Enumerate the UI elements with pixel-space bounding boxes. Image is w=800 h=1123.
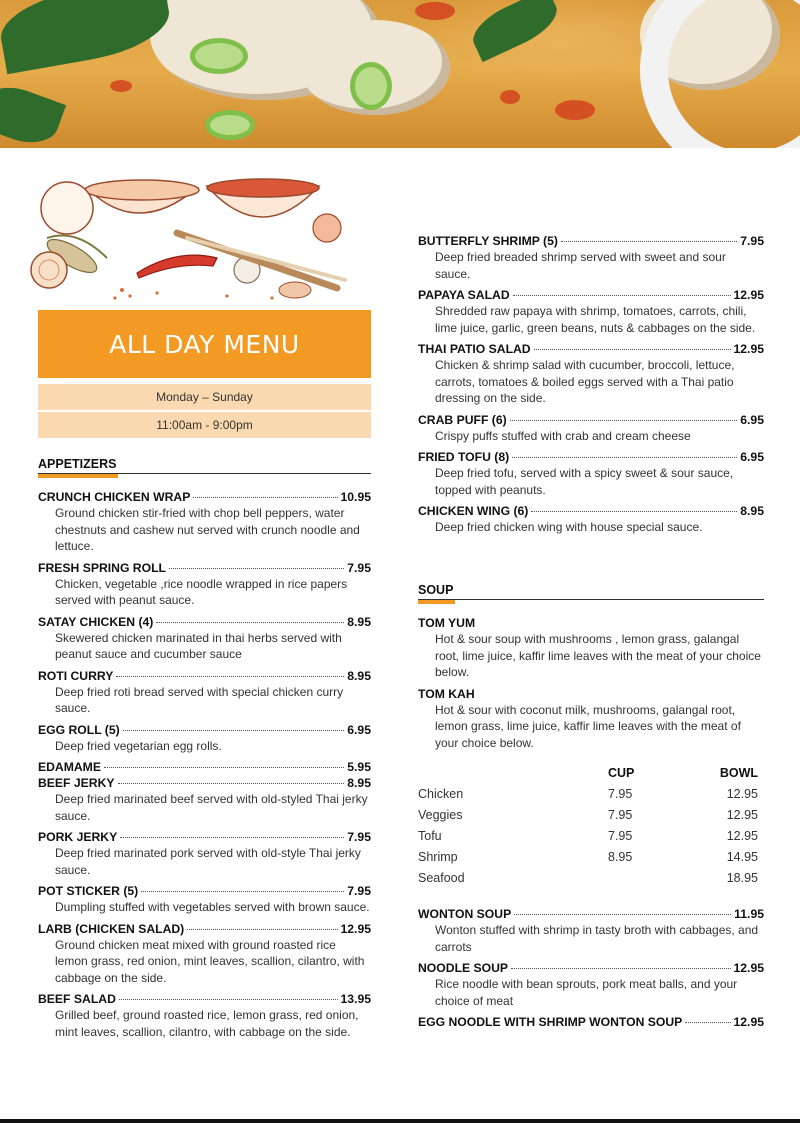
item-name: SATAY CHICKEN (4) <box>38 614 154 629</box>
dot-leader <box>193 497 337 498</box>
bowl-price-cell: 14.95 <box>726 849 758 864</box>
item-price: 7.95 <box>347 884 371 898</box>
list-item <box>418 615 764 681</box>
item-price: 6.95 <box>740 450 764 464</box>
item-description: Rice noodle with bean sprouts, pork meat balls, and your choice of meat <box>435 977 738 1008</box>
dot-leader <box>685 1022 730 1023</box>
soup-divider <box>418 599 764 600</box>
soup-tom-section <box>418 615 764 756</box>
meat-cell: Tofu <box>418 828 442 843</box>
dot-leader <box>116 676 344 677</box>
dot-leader <box>123 730 345 731</box>
list-item <box>38 759 371 775</box>
dot-leader <box>156 622 344 623</box>
item-price: 7.95 <box>347 560 371 575</box>
list-item <box>38 883 371 916</box>
table-row <box>418 846 764 867</box>
item-description: Wonton stuffed with shrimp in tasty broth with cabbages, and carrots <box>435 923 759 954</box>
list-item <box>418 1014 764 1030</box>
item-name: CHICKEN WING (6) <box>418 504 529 518</box>
cup-price-cell: 7.95 <box>608 828 633 843</box>
item-price: 12.95 <box>340 921 371 936</box>
item-name: BUTTERFLY SHRIMP (5) <box>418 234 558 248</box>
list-item <box>418 287 764 336</box>
list-item <box>418 341 764 407</box>
item-description: Dumpling stuffed with vegetables served with brown sauce. <box>55 900 370 914</box>
appetizers-list-right <box>418 233 764 541</box>
table-row <box>418 783 764 804</box>
item-price: 12.95 <box>733 961 764 975</box>
list-item <box>418 412 764 445</box>
item-price: 13.95 <box>340 992 371 1006</box>
item-name: BEEF SALAD <box>38 992 116 1006</box>
item-description: Crispy puffs stuffed with crab and cream cheese <box>435 428 691 443</box>
list-item <box>418 960 764 1009</box>
thai-ingredients-illustration <box>27 178 352 306</box>
item-name: EGG ROLL (5) <box>38 722 120 737</box>
item-name: THAI PATIO SALAD <box>418 342 531 356</box>
dot-leader <box>514 914 731 915</box>
item-price: 6.95 <box>740 412 764 427</box>
item-description: Hot & sour with coconut milk, mushrooms, galangal root, lemon grass, lime juice, kaffir lime leaves with the meat of your choice below. <box>435 702 741 750</box>
list-item <box>38 614 371 663</box>
footer-bar <box>0 1119 800 1123</box>
table-header-row <box>418 763 764 783</box>
list-item <box>418 906 764 955</box>
item-name: FRESH SPRING ROLL <box>38 560 166 575</box>
item-name: EDAMAME <box>38 760 101 774</box>
item-name: NOODLE SOUP <box>418 961 509 975</box>
dot-leader <box>169 568 344 569</box>
bowl-column-header: BOWL <box>719 766 758 780</box>
list-item <box>38 722 371 755</box>
item-price: 8.95 <box>347 614 371 629</box>
appetizers-accent-bar <box>38 474 118 478</box>
item-description: Deep fried vegetarian egg rolls. <box>55 738 222 753</box>
item-name: POT STICKER (5) <box>38 884 139 898</box>
item-description: Shredded raw papaya with shrimp, tomatoes, carrots, chili, lime juice, garlic, green beans, nuts & cabbages on the side. <box>435 304 756 335</box>
item-name: BEEF JERKY <box>38 776 115 790</box>
item-price: 8.95 <box>347 668 371 683</box>
cup-price-cell: 7.95 <box>608 786 633 801</box>
list-item <box>418 449 764 498</box>
list-item <box>418 503 764 536</box>
dot-leader <box>510 420 738 421</box>
list-item <box>38 775 371 824</box>
item-description: Deep fried chicken wing with house special sauce. <box>435 520 703 534</box>
item-name: CRUNCH CHICKEN WRAP <box>38 490 191 504</box>
item-description: Deep fried roti bread served with special chicken curry sauce. <box>55 684 344 715</box>
list-item <box>418 233 764 282</box>
list-item <box>38 921 371 987</box>
item-description: Hot & sour soup with mushrooms , lemon grass, galangal root, lime juice, kaffir lime leaves with the meat of your choice below. <box>435 632 761 679</box>
list-item <box>418 686 764 752</box>
item-description: Deep fried marinated pork served with old-style Thai jerky sauce. <box>55 846 361 877</box>
item-price: 10.95 <box>340 490 371 504</box>
item-description: Chicken, vegetable ,rice noodle wrapped in rice papers served with peanut sauce. <box>55 576 348 607</box>
bowl-price-cell: 18.95 <box>726 870 758 885</box>
meat-cell: Chicken <box>418 786 464 801</box>
bowl-price-cell: 12.95 <box>726 828 758 843</box>
item-name: WONTON SOUP <box>418 907 512 921</box>
cup-price-cell: 8.95 <box>608 849 633 864</box>
table-row <box>418 804 764 825</box>
item-description: Grilled beef, ground roasted rice, lemon grass, red onion, mint leaves, scallion, cilantro, with cabbage on the side. <box>55 1008 359 1039</box>
item-name: CRAB PUFF (6) <box>418 412 507 427</box>
bowl-price-cell: 12.95 <box>726 786 758 801</box>
item-description: Deep fried tofu, served with a spicy sweet & sour sauce, topped with peanuts. <box>435 466 734 497</box>
table-row <box>418 867 764 888</box>
item-name: ROTI CURRY <box>38 668 114 683</box>
dot-leader <box>561 241 737 242</box>
cup-column-header: CUP <box>608 766 635 780</box>
item-price: 8.95 <box>347 776 371 790</box>
soup-list <box>418 906 764 1030</box>
item-name: PORK JERKY <box>38 830 118 844</box>
item-description: Ground chicken meat mixed with ground roasted rice lemon grass, red onion, mint leaves, scallion, cilantro, with cabbage on the side. <box>55 937 365 985</box>
dot-leader <box>104 767 344 768</box>
dot-leader <box>512 457 737 458</box>
dot-leader <box>534 349 731 350</box>
list-item <box>38 560 371 609</box>
dot-leader <box>187 929 337 930</box>
item-description: Deep fried marinated beef served with old-styled Thai jerky sauce. <box>55 792 368 823</box>
appetizers-heading: APPETIZERS <box>38 457 117 471</box>
bowl-price-cell: 12.95 <box>726 807 758 822</box>
menu-hours: 11:00am - 9:00pm <box>38 412 371 438</box>
item-price: 7.95 <box>347 830 371 844</box>
dot-leader <box>141 891 344 892</box>
item-price: 12.95 <box>733 342 764 356</box>
list-item <box>38 829 371 878</box>
item-description: Chicken & shrimp salad with cucumber, broccoli, lettuce, carrots, tomatoes & boiled eggs served with a Thai patio dressing on the side. <box>435 358 735 405</box>
menu-title: ALL DAY MENU <box>109 329 300 359</box>
item-price: 12.95 <box>733 288 764 302</box>
item-name: FRIED TOFU (8) <box>418 450 510 464</box>
dot-leader <box>513 295 731 296</box>
item-price: 11.95 <box>734 907 764 921</box>
appetizers-list-left <box>38 489 371 1045</box>
dot-leader <box>119 999 338 1000</box>
menu-days: Monday – Sunday <box>38 384 371 410</box>
item-description: Skewered chicken marinated in thai herbs served with peanut sauce and cucumber sauce <box>55 630 342 661</box>
item-description: Deep fried breaded shrimp served with sweet and sour sauce. <box>435 250 726 281</box>
item-price: 8.95 <box>740 504 764 518</box>
meat-cell: Seafood <box>418 870 465 885</box>
meat-cell: Shrimp <box>418 849 458 864</box>
item-description: Ground chicken stir-fried with chop bell peppers, water chestnuts and cashew nut served with crunch noodle and lettuce. <box>55 506 360 553</box>
item-price: 12.95 <box>733 1015 764 1029</box>
list-item <box>38 668 371 717</box>
menu-title-banner <box>38 310 371 378</box>
item-name: LARB (CHICKEN SALAD) <box>38 921 185 936</box>
item-name: PAPAYA SALAD <box>418 288 510 302</box>
dot-leader <box>511 968 730 969</box>
item-price: 5.95 <box>347 760 371 774</box>
soup-accent-bar <box>418 600 455 604</box>
hero-soup-photo <box>0 0 800 148</box>
meat-cell: Veggies <box>418 807 463 822</box>
item-name: EGG NOODLE WITH SHRIMP WONTON SOUP <box>418 1015 683 1029</box>
dot-leader <box>118 783 345 784</box>
dot-leader <box>120 837 344 838</box>
item-name: TOM YUM <box>418 616 476 630</box>
item-price: 7.95 <box>740 234 764 248</box>
list-item <box>38 489 371 555</box>
dot-leader <box>531 511 737 512</box>
cup-price-cell: 7.95 <box>608 807 633 822</box>
soup-price-table <box>418 763 764 888</box>
item-price: 6.95 <box>347 722 371 737</box>
table-row <box>418 825 764 846</box>
soup-heading: SOUP <box>418 583 454 597</box>
list-item <box>38 991 371 1040</box>
item-name: TOM KAH <box>418 686 475 701</box>
